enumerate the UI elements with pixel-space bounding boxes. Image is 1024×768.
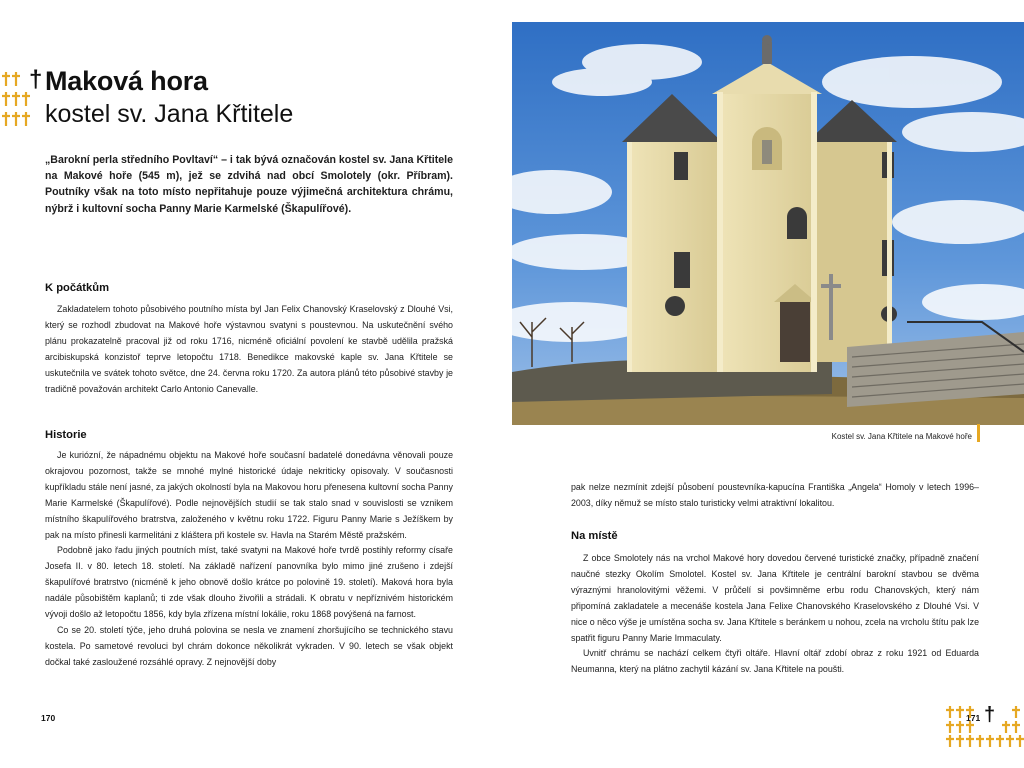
section-heading-on-site: Na místě	[571, 530, 618, 542]
paragraph: pak nelze nezmínit zdejší působení poustevníka-kapucína Františka „Angela“ Homoly v letech 1996–2003, díky němuž se místo stalo turisticky velmi atraktivní lokalitou.	[571, 482, 979, 508]
paragraph: Podobně jako řadu jiných poutních míst, také svatyni na Makové hoře tvrdě postihly reformy císaře Josefa II. v 80. letech 18. století. Na základě nařízení panovníka bylo mimo jiné zrušeno i zdejší škapulířové bratrstvo (nicméně k jeho obnově došlo krátce po polovině 19. století). Maková hora byla nadále působištěm kaplanů; ti zde však dlouho živořili a strádali. K obratu v nepříznivém historickém vývoji došlo až letopočtu 1856, kdy byla zřízena místní lokálie, roku 1868 povýšená na farnost.	[45, 545, 453, 620]
photo-caption: Kostel sv. Jana Křtitele na Makové hoře	[831, 432, 972, 441]
church-photo	[512, 22, 1024, 425]
page-title: Maková hora	[45, 66, 208, 96]
page-number-right: 171	[966, 713, 981, 723]
section-body-on-site	[571, 551, 979, 678]
paragraph: Z obce Smolotely nás na vrchol Makové hory dovedou červené turistické značky, případně značení naučné stezky Okolím Smolotel. Kostel sv. Jana Křtitele je centrální barokní stavbou se dvěma výraznými hranolovitými věžemi. V průčelí si povšimněme erbu rodu Chanovských, který nám připomíná zakladatele a mecenáše kostela Jana Felixe Chanovského Kraselovského z Dlouhé Vsi. V nice o něco výše je umístěna socha sv. Jana Křtitele s beránkem u nohou, zcela na vrcholu štítu pak lze spatřit figuru Panny Marie Immaculaty.	[571, 553, 979, 643]
title-cross-icon: †	[29, 66, 43, 93]
section-heading-history: Historie	[45, 429, 87, 441]
continuation-text	[571, 480, 979, 512]
paragraph: Zakladatelem tohoto působivého poutního místa byl Jan Felix Chanovský Kraselovský z Dlouhé Vsi, který se rozhodl zbudovat na Makové hoře výstavnou svatyni s poustevnou. Na uskutečnění svého plánu prokazatelně pracoval již od roku 1716, nicméně oficiální povolení ke stavbě udělila pražská arcibiskupská konzistoř teprve letopočtu 1718. Benedikce makovské kaple sv. Jana Křtitele se uskutečnila ve svátek tohoto světce, dne 24. června roku 1720. Za autora plánů této působivé stavby je tradičně považován architekt Carlo Antonio Canevalle.	[45, 304, 453, 394]
paragraph: Co se 20. století týče, jeho druhá polovina se nesla ve znamení zhoršujícího se technického stavu kostela. Po sametové revoluci byl chrám dokonce několikrát vykraden. V 90. letech se však objekt dočkal také zasloužené rozsáhlé opravy. Z nejnovější doby	[45, 624, 453, 667]
decorative-crosses-icon	[2, 70, 32, 132]
section-body-history	[45, 448, 453, 671]
lead-paragraph: „Barokní perla středního Povltaví“ – i tak bývá označován kostel sv. Jana Křtitele na Makové hoře (545 m), jež se zdvihá nad obcí Smolotely (okr. Příbram). Poutníky však na toto místo nepřitahuje pouze výjimečná architektura chrámu, nýbrž i kultovní socha Panny Marie Karmelské (Škapulířové).	[45, 154, 453, 215]
page-number-left: 170	[41, 713, 56, 723]
caption-marker	[977, 424, 980, 442]
church-illustration	[512, 22, 1024, 425]
paragraph: Je kuriózní, že nápadnému objektu na Makové hoře současní badatelé donedávna věnovali pouze okrajovou pozornost, takže se mnohé mylné historické údaje nekriticky opisovaly. V současnosti kupříkladu stále není jasné, za jakých okolností byla na Makovou horu přenesena kultovní socha Panny Marie Karmelské (Škapulířové). Podle nejnovějších studií se tak stalo snad v souvislosti se vznikem místního škapulířového bratrstva, založeného v květnu roku 1722. Figuru Panny Marie s Ježíškem by pak na místo přinesli karmelitáni z kláštera při kostele sv. Havla na Starém Městě pražském.	[45, 450, 453, 540]
section-heading-origins: K počátkům	[45, 282, 110, 294]
decorative-crosses-icon	[946, 704, 1024, 748]
page-subtitle: kostel sv. Jana Křtitele	[45, 100, 294, 128]
paragraph: Uvnitř chrámu se nachází celkem čtyři oltáře. Hlavní oltář zdobí obraz z roku 1921 od Eduarda Neumanna, který na plátno zachytil kázání sv. Jana Křtitele na poušti.	[571, 648, 979, 675]
section-body-origins	[45, 302, 453, 397]
page-cross-icon: †	[984, 704, 996, 726]
